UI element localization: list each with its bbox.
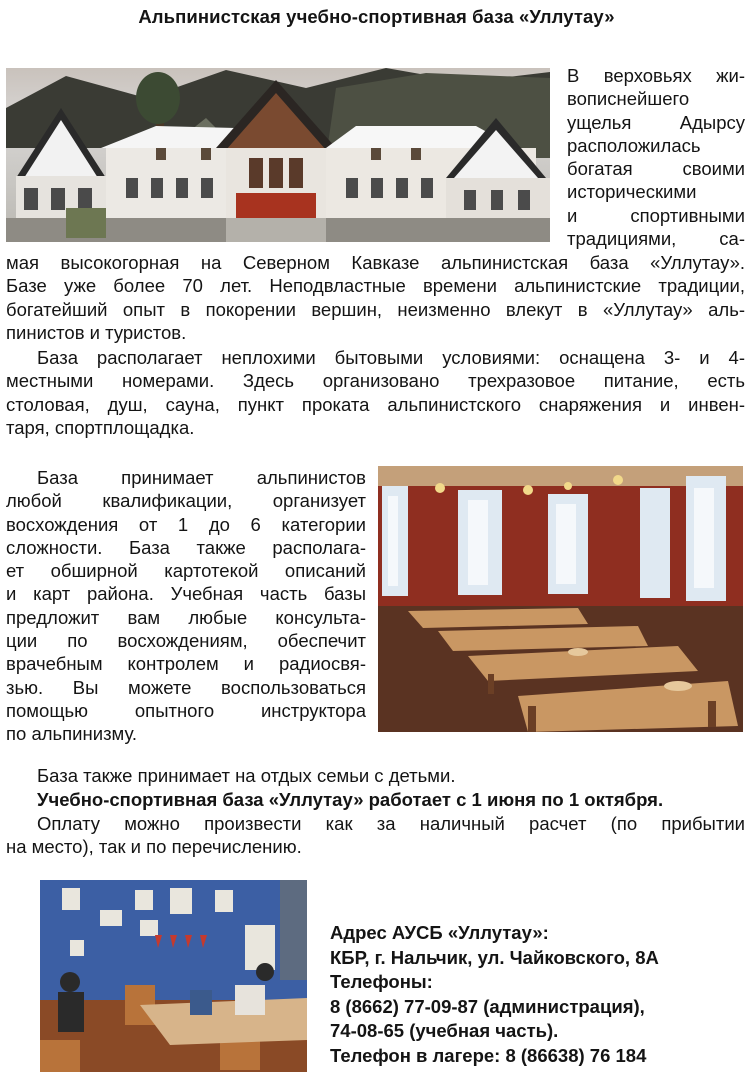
address-street: КБР, г. Нальчик, ул. Чайковского, 8А [330, 946, 659, 968]
address-heading: Адрес АУСБ «Уллутау»: [330, 922, 549, 943]
text-line: ции по восхождениям, обеспечит [6, 630, 366, 652]
text-line: сложности. База также располага- [6, 536, 366, 558]
text-line: База принимает альпинистов [37, 467, 366, 488]
intro-paragraph-full [6, 251, 745, 344]
text-line: и спортивными [567, 204, 745, 226]
intro-paragraph-side [567, 64, 745, 250]
services-paragraph [6, 466, 366, 746]
text-line: В верховьях жи- [567, 65, 745, 86]
season-paragraph: Учебно-спортивная база «Уллутау» работает с 1 июня по 1 октября. [37, 789, 664, 810]
phone-study-department: 74-08-65 (учебная часть). [330, 1020, 559, 1041]
text-line: богатая своими [567, 158, 745, 180]
text-line: врачебным контролем и радиосвя- [6, 653, 366, 675]
text-line: историческими [567, 181, 697, 203]
text-line: таря, спортплощадка. [6, 416, 195, 438]
text-line: предложит вам любые консульта- [6, 606, 366, 628]
payment-paragraph [6, 812, 745, 859]
contact-block [330, 921, 745, 1068]
text-line: вописнейшего [567, 88, 690, 110]
text-line: зью. Вы можете воспользоваться [6, 676, 366, 698]
text-line: База располагает неплохими бытовыми условиями: оснащена 3- и 4- [37, 347, 745, 368]
study-room-photo [40, 880, 307, 1072]
phone-administration: 8 (8662) 77-09-87 (администрация), [330, 995, 645, 1017]
text-line: восхождения от 1 до 6 категории [6, 513, 366, 535]
text-line: местными номерами. Здесь организовано трехразовое питание, есть [6, 370, 745, 392]
text-line: по альпинизму. [6, 723, 138, 745]
text-line: ущелья Адырсу [567, 111, 745, 133]
camp-phone: Телефон в лагере: 8 (86638) 76 184 [330, 1044, 647, 1066]
phones-label: Телефоны: [330, 971, 433, 992]
families-paragraph: База также принимает на отдых семьи с детьми. [37, 765, 456, 786]
text-line: столовая, душ, сауна, пункт проката альпинистского снаряжения и инвен- [6, 393, 745, 415]
amenities-paragraph [6, 346, 745, 439]
text-line: помощью опытного инструктора [6, 699, 366, 721]
text-line: любой квалификации, организует [6, 490, 366, 512]
dining-hall-photo [378, 466, 743, 732]
text-line: Базе уже более 70 лет. Неподвластные времени альпинистские традиции, [6, 275, 745, 297]
text-line: расположилась [567, 134, 701, 156]
text-line: традициями, са- [567, 228, 745, 250]
text-line: и карт района. Учебная часть базы [6, 583, 366, 605]
text-line: на место), так и по перечислению. [6, 836, 302, 858]
text-line: мая высокогорная на Северном Кавказе альпинистская база «Уллутау». [6, 252, 745, 273]
text-line: богатейший опыт в покорении вершин, неизменно влекут в «Уллутау» аль- [6, 298, 745, 320]
lodge-building-photo [6, 68, 550, 242]
page-title: Альпинистская учебно-спортивная база «Уллутау» [138, 6, 615, 27]
text-line: ет обширной картотекой описаний [6, 560, 366, 582]
text-line: Оплату можно произвести как за наличный расчет (по прибытии [37, 813, 745, 834]
text-line: пинистов и туристов. [6, 321, 187, 343]
